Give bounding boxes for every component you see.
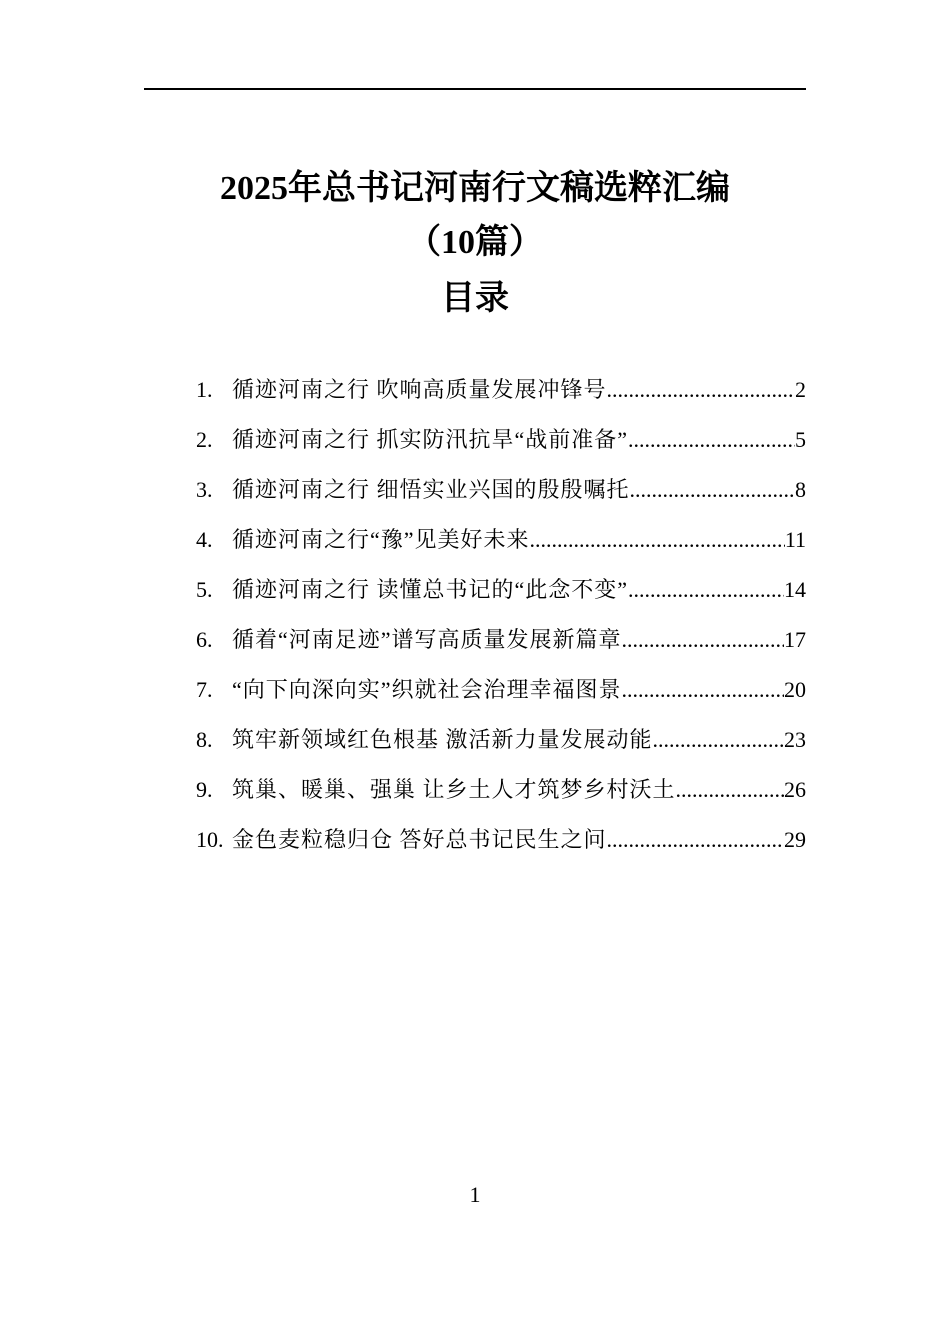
toc-heading: 目录: [441, 280, 509, 317]
toc-entry[interactable]: [196, 368, 806, 418]
toc-leader-dots: [530, 518, 785, 562]
toc-leader-dots: [653, 718, 784, 762]
page-number: 1: [469, 1182, 481, 1207]
toc-entry-title: 循迹河南之行 细悟实业兴国的殷殷嘱托: [232, 477, 630, 502]
toc-entry-title: 循迹河南之行 吹响高质量发展冲锋号: [232, 377, 607, 402]
header-rule: [144, 88, 806, 90]
toc-entry-number: 2.: [196, 427, 213, 452]
toc-entry[interactable]: [196, 518, 806, 568]
toc-entry-title: 金色麦粒稳归仓 答好总书记民生之问: [232, 827, 607, 852]
toc-entry-number: 10.: [196, 827, 224, 852]
toc-entry[interactable]: [196, 718, 806, 768]
toc-leader-dots: [607, 818, 784, 862]
toc-entry[interactable]: [196, 568, 806, 618]
toc-entry[interactable]: [196, 618, 806, 668]
toc-entry-number: 4.: [196, 527, 213, 552]
toc-leader-dots: [607, 368, 795, 412]
toc-entry-page: 29: [784, 827, 806, 852]
toc-entry-page: 20: [784, 677, 806, 702]
toc-entry-title: 循迹河南之行 读懂总书记的“此念不变”: [232, 577, 629, 602]
document-title: 2025年总书记河南行文稿选粹汇编: [220, 170, 730, 207]
table-of-contents: [196, 368, 806, 868]
toc-entry-page: 17: [784, 627, 806, 652]
toc-entry-number: 6.: [196, 627, 213, 652]
toc-entry-page: 5: [795, 427, 806, 452]
toc-entry[interactable]: [196, 418, 806, 468]
document-subtitle: （10篇）: [407, 224, 543, 261]
toc-entry-title: 筑巢、暖巢、强巢 让乡土人才筑梦乡村沃土: [232, 777, 676, 802]
toc-entry-page: 23: [784, 727, 806, 752]
toc-entry-number: 9.: [196, 777, 213, 802]
toc-entry-page: 2: [795, 377, 806, 402]
toc-entry[interactable]: [196, 768, 806, 818]
toc-entry-page: 8: [795, 477, 806, 502]
toc-entry-number: 8.: [196, 727, 213, 752]
toc-entry-number: 3.: [196, 477, 213, 502]
toc-entry[interactable]: [196, 468, 806, 518]
toc-entry-page: 11: [784, 527, 806, 552]
toc-leader-dots: [630, 468, 795, 512]
toc-leader-dots: [622, 618, 784, 662]
toc-entry-page: 26: [784, 777, 806, 802]
title-block: [144, 162, 806, 326]
toc-leader-dots: [676, 768, 784, 812]
toc-entry-number: 1.: [196, 377, 213, 402]
toc-entry-title: 循迹河南之行 抓实防汛抗旱“战前准备”: [232, 427, 629, 452]
toc-entry-number: 5.: [196, 577, 213, 602]
toc-entry-title: “向下向深向实”织就社会治理幸福图景: [232, 677, 622, 702]
toc-entry[interactable]: [196, 818, 806, 868]
toc-entry[interactable]: [196, 668, 806, 718]
toc-leader-dots: [628, 568, 784, 612]
toc-entry-title: 循着“河南足迹”谱写高质量发展新篇章: [232, 627, 622, 652]
toc-entry-page: 14: [784, 577, 806, 602]
toc-leader-dots: [622, 668, 784, 712]
toc-entry-number: 7.: [196, 677, 213, 702]
toc-leader-dots: [628, 418, 795, 462]
toc-entry-title: 筑牢新领域红色根基 激活新力量发展动能: [232, 727, 653, 752]
toc-entry-title: 循迹河南之行“豫”见美好未来: [232, 527, 530, 552]
